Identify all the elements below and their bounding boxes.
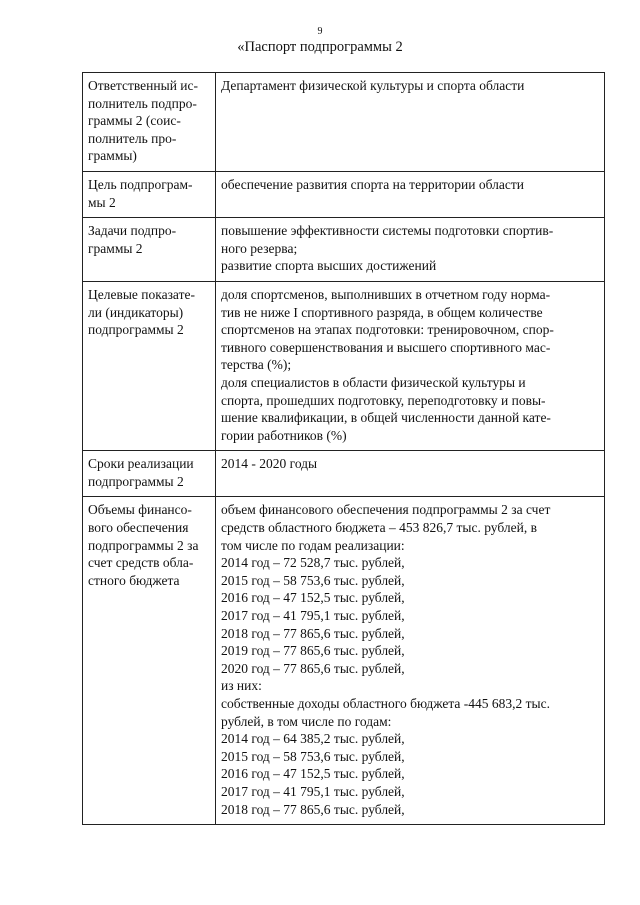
value-line: собственные доходы областного бюджета -445 683,2 тыс.: [221, 696, 550, 711]
value-line: спорта, прошедших подготовку, переподготовку и повы-: [221, 392, 546, 408]
value-line: 2016 год – 47 152,5 тыс. рублей,: [221, 590, 405, 606]
row-value: [216, 451, 605, 497]
label-line: счет средств обла-: [88, 555, 194, 571]
label-line: полнитель подпро-: [88, 95, 197, 111]
value-line: из них:: [221, 678, 262, 694]
value-line: 2018 год – 77 865,6 тыс. рублей,: [221, 801, 405, 817]
value-line: доля специалистов в области физической культуры и: [221, 374, 526, 390]
row-value: [216, 73, 605, 172]
value-line: ного резерва;: [221, 240, 298, 256]
value-line: том числе по годам реализации:: [221, 537, 405, 553]
value-line: рублей, в том числе по годам:: [221, 713, 392, 729]
label-line: граммы 2: [88, 240, 143, 256]
value-line: 2014 год – 72 528,7 тыс. рублей,: [221, 555, 405, 571]
value-line: 2015 год – 58 753,6 тыс. рублей,: [221, 748, 405, 764]
label-line: Объемы финансо-: [88, 502, 192, 518]
value-line: обеспечение развития спорта на территории области: [221, 176, 524, 192]
row-label: [83, 497, 216, 825]
value-line: 2018 год – 77 865,6 тыс. рублей,: [221, 625, 405, 641]
value-line: 2017 год – 41 795,1 тыс. рублей,: [221, 783, 405, 799]
value-line: 2014 год – 64 385,2 тыс. рублей,: [221, 731, 405, 747]
row-label: [83, 281, 216, 450]
label-line: мы 2: [88, 194, 116, 210]
row-label: [83, 171, 216, 217]
passport-table: [82, 72, 605, 825]
label-line: Целевые показате-: [88, 286, 195, 302]
label-line: подпрограммы 2 за: [88, 537, 199, 553]
label-line: стного бюджета: [88, 572, 180, 588]
value-line: спортсменов на этапах подготовки: тренировочном, спор-: [221, 322, 554, 338]
table-row-financing: [83, 497, 605, 825]
row-label: [83, 451, 216, 497]
document-title: «Паспорт подпрограммы 2: [237, 39, 403, 55]
value-line: средств областного бюджета – 453 826,7 тыс. рублей, в: [221, 520, 537, 536]
value-line: 2014 - 2020 годы: [221, 456, 318, 472]
label-line: вого обеспечения: [88, 520, 189, 536]
value-line: 2019 год – 77 865,6 тыс. рублей,: [221, 643, 405, 659]
page-number: 9: [317, 26, 323, 37]
row-label: [83, 73, 216, 172]
table-row-tasks: [83, 218, 605, 282]
value-line: шение квалификации, в общей численности данной кате-: [221, 410, 551, 426]
table-row-indicators: [83, 281, 605, 450]
table-row-timeline: [83, 451, 605, 497]
label-line: Ответственный ис-: [88, 78, 199, 93]
value-line: 2020 год – 77 865,6 тыс. рублей,: [221, 660, 405, 676]
value-line: 2016 год – 47 152,5 тыс. рублей,: [221, 766, 405, 782]
table-row-goal: [83, 171, 605, 217]
row-value: [216, 171, 605, 217]
value-line: Департамент физической культуры и спорта области: [221, 78, 525, 93]
value-line: доля спортсменов, выполнивших в отчетном году норма-: [221, 286, 551, 302]
value-line: развитие спорта высших достижений: [221, 258, 437, 274]
value-line: тивного совершенствования и высшего спортивного мас-: [221, 339, 551, 355]
label-line: полнитель про-: [88, 130, 177, 146]
value-line: 2017 год – 41 795,1 тыс. рублей,: [221, 608, 405, 624]
value-line: тив не ниже I спортивного разряда, в общем количестве: [221, 304, 543, 320]
row-value: [216, 497, 605, 825]
label-line: подпрограммы 2: [88, 322, 184, 338]
label-line: Задачи подпро-: [88, 223, 177, 239]
label-line: Цель подпрограм-: [88, 176, 193, 192]
value-line: терства (%);: [221, 357, 292, 373]
label-line: подпрограммы 2: [88, 473, 184, 489]
value-line: гории работников (%): [221, 427, 347, 443]
label-line: граммы 2 (соис-: [88, 113, 181, 129]
value-line: 2015 год – 58 753,6 тыс. рублей,: [221, 572, 405, 588]
table-row-responsible-executor: [83, 73, 605, 172]
value-line: повышение эффективности системы подготовки спортив-: [221, 223, 554, 239]
label-line: граммы): [88, 148, 137, 164]
row-value: [216, 281, 605, 450]
row-value: [216, 218, 605, 282]
row-label: [83, 218, 216, 282]
label-line: ли (индикаторы): [88, 304, 184, 320]
value-line: объем финансового обеспечения подпрограммы 2 за счет: [221, 502, 551, 518]
label-line: Сроки реализации: [88, 456, 194, 472]
